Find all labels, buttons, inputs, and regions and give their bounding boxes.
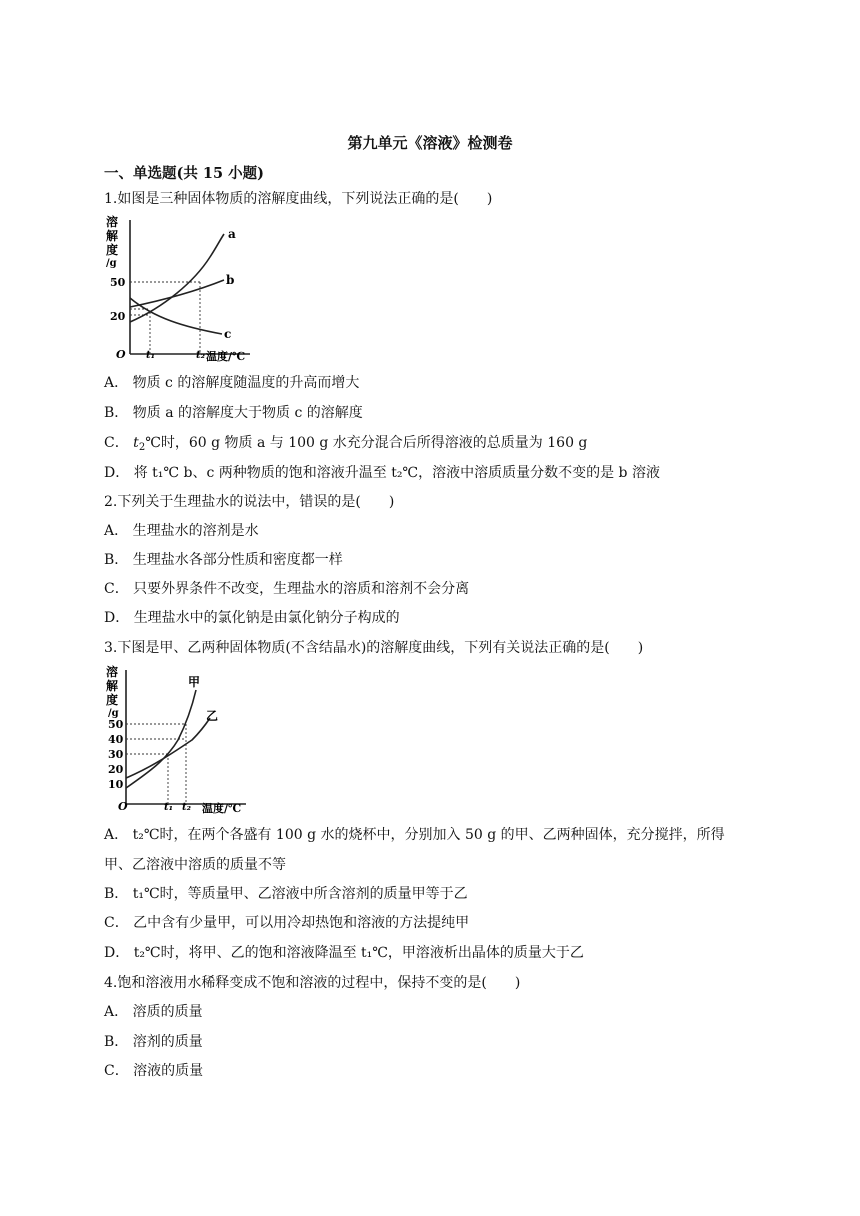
option-letter: D． — [104, 465, 130, 481]
option-text: 溶剂的质量 — [132, 1034, 203, 1050]
option-text: 只要外界条件不改变，生理盐水的溶质和溶剂不会分离 — [133, 581, 470, 597]
question-2-stem: 2.下列关于生理盐水的说法中，错误的是( ) — [104, 494, 395, 510]
option-var: t — [133, 435, 139, 451]
y-tick-30: 30 — [108, 748, 124, 761]
curve-yi — [126, 718, 210, 778]
option-letter: B． — [104, 552, 129, 568]
page-title: 第九单元《溶液》检测卷 — [347, 134, 513, 152]
question-3-option-d — [104, 944, 584, 962]
question-1-option-d — [104, 464, 660, 482]
y-tick-20: 20 — [108, 763, 124, 776]
question-1-figure — [104, 212, 254, 364]
y-axis-label-4: /g — [108, 708, 119, 719]
question-3-option-a-cont: 甲、乙溶液中溶质的质量不等 — [104, 857, 286, 873]
option-var-sub: 2 — [138, 442, 146, 453]
option-letter: A． — [104, 1004, 129, 1020]
y-axis-label-1: 溶 — [106, 215, 119, 229]
option-text: t₁℃时，等质量甲、乙溶液中所含溶剂的质量甲等于乙 — [132, 886, 468, 902]
option-text: 溶质的质量 — [132, 1004, 203, 1020]
option-letter: A． — [104, 827, 129, 843]
option-letter: B． — [104, 405, 129, 421]
question-2-option-d — [104, 609, 400, 627]
question-1-option-b — [104, 404, 363, 422]
question-2-option-c — [104, 580, 469, 598]
y-tick-10: 10 — [108, 778, 124, 791]
section-heading: 一、单选题(共 15 小题) — [104, 165, 264, 182]
origin-label: O — [118, 800, 128, 813]
y-tick-20: 20 — [110, 310, 126, 323]
option-text: 生理盐水的溶剂是水 — [132, 523, 259, 539]
option-letter: D． — [104, 945, 130, 961]
option-letter: C． — [104, 581, 129, 597]
curve-label-b: b — [226, 273, 235, 287]
y-axis-label-2: 解 — [106, 229, 119, 243]
x-tick-t2: t₂ — [182, 802, 191, 813]
question-1-stem: 1.如图是三种固体物质的溶解度曲线，下列说法正确的是( ) — [104, 191, 493, 207]
question-4-option-c — [104, 1062, 203, 1080]
curve-label-a: a — [228, 227, 236, 241]
option-text: 溶液的质量 — [133, 1063, 204, 1079]
option-text: 生理盐水中的氯化钠是由氯化钠分子构成的 — [133, 610, 400, 626]
option-text: 将 t₁℃ b、c 两种物质的饱和溶液升温至 t₂℃，溶液中溶质质量分数不变的是 b 溶液 — [133, 465, 660, 481]
question-3-option-b — [104, 885, 468, 903]
option-letter: B． — [104, 886, 129, 902]
option-text: ℃时，60 g 物质 a 与 100 g 水充分混合后所得溶液的总质量为 160 g — [145, 435, 588, 451]
x-tick-t1: t₁ — [164, 802, 173, 813]
option-letter: A． — [104, 375, 129, 391]
y-axis-label-3: 度 — [106, 243, 119, 257]
curve-label-c: c — [224, 327, 232, 341]
x-axis-label: 温度/℃ — [206, 350, 246, 363]
question-3-stem: 3.下图是甲、乙两种固体物质(不含结晶水)的溶解度曲线，下列有关说法正确的是( ) — [104, 640, 644, 656]
y-tick-50: 50 — [110, 276, 126, 289]
x-axis-label: 温度/℃ — [202, 802, 242, 815]
x-tick-t1: t₁ — [146, 350, 155, 361]
option-letter: B． — [104, 1034, 129, 1050]
question-1-option-a — [104, 374, 359, 392]
option-text: t₂℃时，将甲、乙的饱和溶液降温至 t₁℃，甲溶液析出晶体的质量大于乙 — [133, 945, 584, 961]
curve-label-yi: 乙 — [206, 709, 219, 723]
option-text: 物质 a 的溶解度大于物质 c 的溶解度 — [132, 405, 363, 421]
question-4-option-b — [104, 1033, 203, 1051]
question-2-option-a — [104, 522, 259, 540]
question-1-option-c — [104, 434, 587, 457]
question-3-figure — [104, 662, 254, 816]
question-3-option-a — [104, 826, 725, 844]
y-axis-label-4: /g — [106, 258, 117, 269]
question-2-option-b — [104, 551, 343, 569]
y-axis-label-3: 度 — [106, 693, 119, 707]
y-tick-40: 40 — [108, 733, 124, 746]
question-4-stem: 4.饱和溶液用水稀释变成不饱和溶液的过程中，保持不变的是( ) — [104, 975, 521, 991]
option-letter: D． — [104, 610, 130, 626]
option-letter: C． — [104, 915, 129, 931]
option-text: 乙中含有少量甲，可以用冷却热饱和溶液的方法提纯甲 — [133, 915, 470, 931]
option-text: 物质 c 的溶解度随温度的升高而增大 — [132, 375, 360, 391]
option-text: t₂℃时，在两个各盛有 100 g 水的烧杯中，分别加入 50 g 的甲、乙两种固体，充分搅拌，所得 — [132, 827, 725, 843]
curve-label-jia: 甲 — [188, 675, 201, 689]
x-tick-t2: t₂ — [196, 350, 205, 361]
option-text: 生理盐水各部分性质和密度都一样 — [132, 552, 343, 568]
option-letter: A． — [104, 523, 129, 539]
y-tick-50: 50 — [108, 718, 124, 731]
origin-label: O — [116, 348, 126, 361]
y-axis-label-1: 溶 — [106, 665, 119, 679]
option-letter: C． — [104, 435, 129, 451]
y-axis-label-2: 解 — [106, 679, 119, 693]
question-3-option-c — [104, 914, 469, 932]
question-4-option-a — [104, 1003, 203, 1021]
option-letter: C． — [104, 1063, 129, 1079]
